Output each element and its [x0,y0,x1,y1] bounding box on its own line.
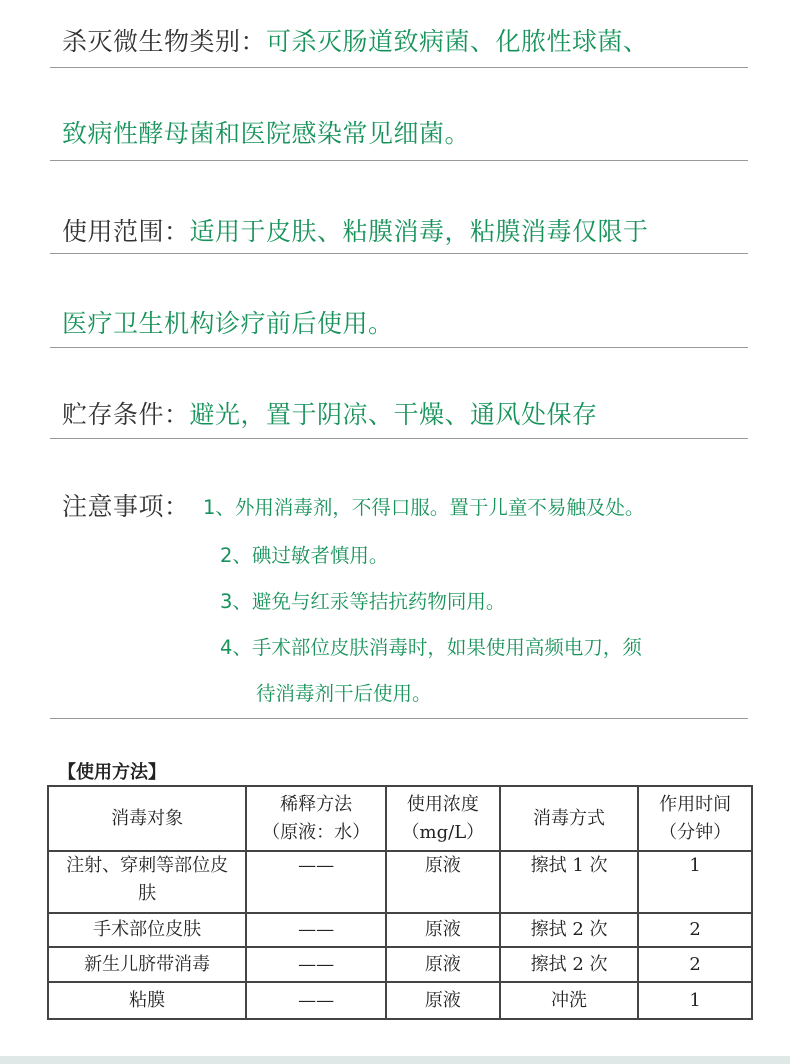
note-item: 1、外用消毒剂，不得口服。置于儿童不易触及处。 [203,496,645,519]
divider [50,253,748,254]
table-row: 手术部位皮肤 —— 原液 擦拭 2 次 2 [48,913,752,947]
usage-table [47,785,753,1020]
header-cell: 消毒对象 [48,786,246,851]
note-item: 3、避免与红汞等拮抗药物同用。 [220,590,506,613]
divider [50,347,748,348]
table-row: 注射、穿刺等部位皮肤 —— 原液 擦拭 1 次 1 [48,851,752,913]
divider [50,67,748,68]
header-cell: 作用时间 （分钟） [638,786,752,851]
note-item: 待消毒剂干后使用。 [256,682,432,705]
microbe-category-line2: 致病性酵母菌和医院感染常见细菌。 [62,119,471,148]
scope-label: 使用范围： [62,217,190,246]
header-cell: 消毒方式 [500,786,638,851]
header-cell: 稀释方法 （原液：水） [246,786,386,851]
storage-line: 贮存条件：避光，置于阴凉、干燥、通风处保存 [62,400,598,429]
table-row: 新生儿脐带消毒 —— 原液 擦拭 2 次 2 [48,947,752,982]
microbe-category-label: 杀灭微生物类别： [62,27,267,56]
table-header-row [48,786,752,851]
note-item: 4、手术部位皮肤消毒时，如果使用高频电刀，须 [220,636,642,659]
divider [50,438,748,439]
scope-line2: 医疗卫生机构诊疗前后使用。 [62,309,394,338]
bottom-strip [0,1056,790,1064]
storage-label: 贮存条件： [62,400,190,429]
note-item: 2、碘过敏者慎用。 [220,544,389,567]
divider [50,718,748,719]
scope-line1: 使用范围：适用于皮肤、粘膜消毒，粘膜消毒仅限于 [62,217,649,246]
usage-title: 【使用方法】 [58,762,166,783]
divider [50,160,748,161]
header-cell: 使用浓度 （mg/L） [386,786,500,851]
notes-label: 注意事项： [62,492,190,521]
microbe-category-line1: 杀灭微生物类别：可杀灭肠道致病菌、化脓性球菌、 [62,27,649,56]
table-row: 粘膜 —— 原液 冲洗 1 [48,982,752,1019]
